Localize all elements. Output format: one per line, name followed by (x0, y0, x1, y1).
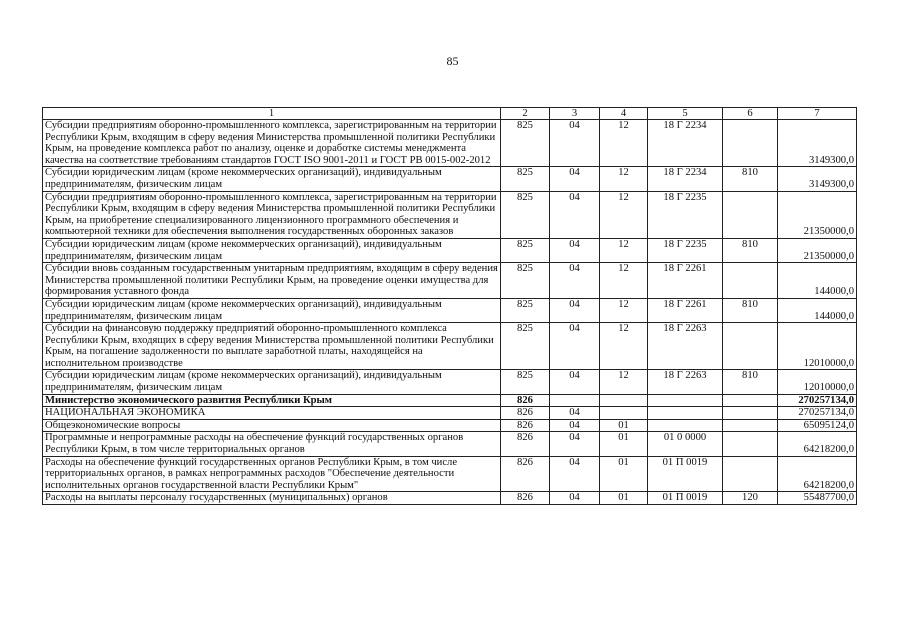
row-description: Расходы на обеспечение функций государственных органов Республики Крым, в том числе территориальных органов, в рамках непрограммных расходов "Обеспечение деятельности исполнительных органов государственной власти Республики Крым" (43, 456, 501, 492)
row-description: Министерство экономического развития Республики Крым (43, 394, 501, 407)
row-amount: 55487700,0 (778, 492, 857, 505)
row-target-item (648, 419, 723, 432)
row-subsection (600, 394, 648, 407)
row-amount: 144000,0 (778, 298, 857, 322)
row-ministry-code: 826 (501, 432, 550, 456)
row-ministry-code: 825 (501, 238, 550, 262)
row-subsection: 12 (600, 298, 648, 322)
row-ministry-code: 826 (501, 407, 550, 420)
row-target-item: 18 Г 2234 (648, 120, 723, 167)
table-row (43, 120, 857, 167)
row-section: 04 (550, 191, 600, 238)
row-amount: 144000,0 (778, 263, 857, 299)
table-row (43, 394, 857, 407)
table-row (43, 323, 857, 370)
row-target-item: 01 П 0019 (648, 492, 723, 505)
table-row (43, 191, 857, 238)
row-subsection: 12 (600, 191, 648, 238)
row-section: 04 (550, 120, 600, 167)
row-expense-type: 810 (723, 298, 778, 322)
row-expense-type: 810 (723, 238, 778, 262)
row-expense-type: 120 (723, 492, 778, 505)
row-description: Субсидии юридическим лицам (кроме некоммерческих организаций), индивидуальным предпринимателям, физическим лицам (43, 298, 501, 322)
table-row (43, 298, 857, 322)
row-section (550, 394, 600, 407)
table-header-row (43, 108, 857, 120)
row-expense-type: 810 (723, 370, 778, 394)
row-subsection: 12 (600, 238, 648, 262)
row-subsection: 01 (600, 492, 648, 505)
table-row (43, 419, 857, 432)
row-amount: 3149300,0 (778, 167, 857, 191)
row-ministry-code: 826 (501, 492, 550, 505)
row-ministry-code: 825 (501, 323, 550, 370)
row-amount: 12010000,0 (778, 323, 857, 370)
row-description: Субсидии предприятиям оборонно-промышленного комплекса, зарегистрированным на территории Республики Крым, входящим в сферу ведения Министерства промышленной политики Республики Крым, на приобретение специализированного лицензионного программного обеспечения и компьютерной техники для обеспечения выполнения государственных оборонных заказов (43, 191, 501, 238)
row-expense-type (723, 394, 778, 407)
header-cell: 7 (778, 108, 857, 120)
row-section: 04 (550, 298, 600, 322)
row-ministry-code: 826 (501, 419, 550, 432)
row-target-item: 18 Г 2261 (648, 298, 723, 322)
row-target-item: 01 0 0000 (648, 432, 723, 456)
row-ministry-code: 825 (501, 370, 550, 394)
row-ministry-code: 825 (501, 120, 550, 167)
row-amount: 3149300,0 (778, 120, 857, 167)
row-ministry-code: 826 (501, 394, 550, 407)
table-row (43, 456, 857, 492)
row-subsection: 01 (600, 456, 648, 492)
budget-table (42, 107, 857, 505)
row-subsection: 01 (600, 432, 648, 456)
row-expense-type: 810 (723, 167, 778, 191)
header-cell: 2 (501, 108, 550, 120)
row-target-item: 18 Г 2234 (648, 167, 723, 191)
row-subsection: 12 (600, 370, 648, 394)
row-ministry-code: 825 (501, 263, 550, 299)
row-amount: 64218200,0 (778, 432, 857, 456)
row-section: 04 (550, 238, 600, 262)
row-expense-type (723, 120, 778, 167)
row-description: Программные и непрограммные расходы на обеспечение функций государственных органов Республики Крым, в том числе территориальных органов (43, 432, 501, 456)
row-section: 04 (550, 167, 600, 191)
row-section: 04 (550, 432, 600, 456)
row-amount: 21350000,0 (778, 238, 857, 262)
table-row (43, 370, 857, 394)
row-ministry-code: 825 (501, 191, 550, 238)
row-target-item (648, 394, 723, 407)
header-cell: 6 (723, 108, 778, 120)
row-amount: 12010000,0 (778, 370, 857, 394)
row-expense-type (723, 456, 778, 492)
row-amount: 65095124,0 (778, 419, 857, 432)
row-subsection: 12 (600, 263, 648, 299)
table-body (43, 108, 857, 505)
header-cell: 5 (648, 108, 723, 120)
row-section: 04 (550, 419, 600, 432)
row-description: Субсидии на финансовую поддержку предприятий оборонно-промышленного комплекса Республики Крым, входящих в сферу ведения Министерства промышленной политики Республики Крым, на погашение задолженности по выплате заработной платы, находящейся на исполнительном производстве (43, 323, 501, 370)
row-expense-type (723, 419, 778, 432)
row-section: 04 (550, 323, 600, 370)
row-expense-type (723, 432, 778, 456)
row-section: 04 (550, 263, 600, 299)
table-row (43, 492, 857, 505)
row-description: НАЦИОНАЛЬНАЯ ЭКОНОМИКА (43, 407, 501, 420)
row-target-item (648, 407, 723, 420)
row-description: Расходы на выплаты персоналу государственных (муниципальных) органов (43, 492, 501, 505)
row-target-item: 18 Г 2263 (648, 323, 723, 370)
header-cell: 4 (600, 108, 648, 120)
row-subsection (600, 407, 648, 420)
row-target-item: 18 Г 2263 (648, 370, 723, 394)
row-expense-type (723, 323, 778, 370)
row-subsection: 12 (600, 120, 648, 167)
row-section: 04 (550, 407, 600, 420)
row-ministry-code: 825 (501, 167, 550, 191)
row-description: Субсидии юридическим лицам (кроме некоммерческих организаций), индивидуальным предпринимателям, физическим лицам (43, 370, 501, 394)
row-amount: 21350000,0 (778, 191, 857, 238)
row-section: 04 (550, 370, 600, 394)
row-amount: 270257134,0 (778, 394, 857, 407)
row-subsection: 12 (600, 323, 648, 370)
row-target-item: 18 Г 2235 (648, 191, 723, 238)
row-description: Субсидии юридическим лицам (кроме некоммерческих организаций), индивидуальным предпринимателям, физическим лицам (43, 238, 501, 262)
table-row (43, 238, 857, 262)
row-target-item: 18 Г 2235 (648, 238, 723, 262)
row-section: 04 (550, 456, 600, 492)
row-expense-type (723, 407, 778, 420)
row-description: Общеэкономические вопросы (43, 419, 501, 432)
row-section: 04 (550, 492, 600, 505)
row-target-item: 01 П 0019 (648, 456, 723, 492)
table-row (43, 263, 857, 299)
row-description: Субсидии вновь созданным государственным унитарным предприятиям, входящим в сферу ведения Министерства промышленной политики Республики Крым, на проведение оценки имущества для формирования уставного фонда (43, 263, 501, 299)
row-subsection: 12 (600, 167, 648, 191)
table-row (43, 432, 857, 456)
row-expense-type (723, 263, 778, 299)
row-amount: 64218200,0 (778, 456, 857, 492)
header-cell: 3 (550, 108, 600, 120)
page-number: 85 (446, 54, 459, 68)
table-row (43, 407, 857, 420)
header-cell: 1 (43, 108, 501, 120)
row-expense-type (723, 191, 778, 238)
row-subsection: 01 (600, 419, 648, 432)
table-row (43, 167, 857, 191)
row-description: Субсидии предприятиям оборонно-промышленного комплекса, зарегистрированным на территории Республики Крым, входящим в сферу ведения Министерства промышленной политики Республики Крым, на проведение комплекса работ по анализу, оценке и доработке системы менеджмента качества на соответствие требованиям стандартов ГОСТ ISO 9001-2011 и ГОСТ РВ 0015-002-2012 (43, 120, 501, 167)
row-description: Субсидии юридическим лицам (кроме некоммерческих организаций), индивидуальным предпринимателям, физическим лицам (43, 167, 501, 191)
row-target-item: 18 Г 2261 (648, 263, 723, 299)
row-ministry-code: 825 (501, 298, 550, 322)
row-amount: 270257134,0 (778, 407, 857, 420)
row-ministry-code: 826 (501, 456, 550, 492)
